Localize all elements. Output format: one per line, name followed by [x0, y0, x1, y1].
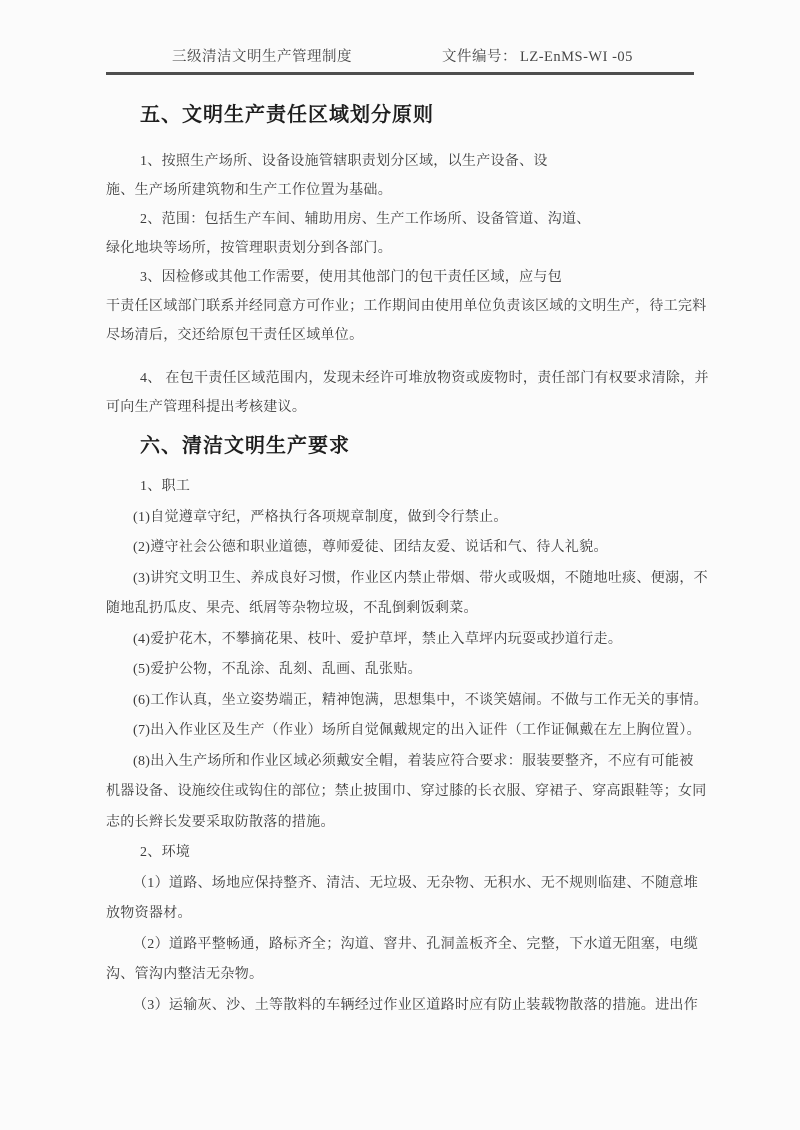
- doc-number-label: 文件编号：: [442, 49, 517, 65]
- text-line: 绿化地块等场所，按管理职责划分到各部门。: [106, 241, 392, 256]
- text-line: 可向生产管理科提出考核建议。: [106, 400, 307, 415]
- section-heading-five: 五、文明生产责任区域划分原则: [140, 104, 434, 126]
- text-line: (6)工作认真，坐立姿势端正，精神饱满，思想集中，不谈笑嬉闹。不做与工作无关的事情。: [133, 692, 708, 708]
- text-line: 2、范围：包括生产车间、辅助用房、生产工作场所、设备管道、沟道、: [140, 212, 591, 227]
- text-line: （1）道路、场地应保持整齐、清洁、无垃圾、无杂物、无积水、无不规则临建、不随意堆: [133, 875, 698, 891]
- text-line: 3、因检修或其他工作需要，使用其他部门的包干责任区域，应与包: [140, 270, 562, 285]
- text-line: 随地乱扔瓜皮、果壳、纸屑等杂物垃圾，不乱倒剩饭剩菜。: [106, 601, 478, 616]
- text-line: 放物资器材。: [106, 906, 192, 921]
- text-line: 2、环境: [140, 845, 191, 860]
- text-line: （2）道路平整畅通，路标齐全；沟道、窨井、孔洞盖板齐全、完整，下水道无阻塞，电缆: [133, 936, 698, 952]
- text-line: 1、按照生产场所、设备设施管辖职责划分区域，以生产设备、设: [140, 154, 548, 169]
- text-line: 沟、管沟内整洁无杂物。: [106, 967, 264, 982]
- text-line: (8)出入生产场所和作业区域必须戴安全帽，着装应符合要求：服装要整齐，不应有可能被: [133, 753, 694, 769]
- text-line: 尽场清后，交还给原包干责任区域单位。: [106, 328, 364, 343]
- page-header: [106, 0, 694, 75]
- text-line: （3）运输灰、沙、土等散料的车辆经过作业区道路时应有防止装载物散落的措施。进出作: [133, 997, 698, 1013]
- document-body: [106, 75, 746, 1021]
- text-line: (4)爱护花木，不攀摘花果、枝叶、爱护草坪，禁止入草坪内玩耍或抄道行走。: [133, 631, 623, 647]
- section-five-lines: [106, 147, 746, 422]
- section-six-lines: [106, 472, 746, 1021]
- header-title: 三级清洁文明生产管理制度: [172, 49, 352, 65]
- text-line: 1、职工: [140, 479, 191, 494]
- text-line: (7)出入作业区及生产（作业）场所自觉佩戴规定的出入证件（工作证佩戴在左上胸位置）。: [133, 723, 701, 738]
- section-heading-six: 六、清洁文明生产要求: [140, 435, 350, 457]
- text-line: 志的长辫长发要采取防散落的措施。: [106, 814, 335, 830]
- text-line: 机器设备、设施绞住或钩住的部位；禁止披围巾、穿过膝的长衣服、穿裙子、穿高跟鞋等；女同: [106, 784, 707, 799]
- text-line: 施、生产场所建筑物和生产工作位置为基础。: [106, 183, 392, 198]
- text-line: 4、 在包干责任区域范围内，发现未经许可堆放物资或废物时，责任部门有权要求清除，并: [140, 371, 709, 386]
- text-line: (5)爱护公物，不乱涂、乱刻、乱画、乱张贴。: [133, 662, 422, 677]
- text-line: (1)自觉遵章守纪，严格执行各项规章制度，做到令行禁止。: [133, 509, 508, 525]
- text-line: (2)遵守社会公德和职业道德，尊师爱徒、团结友爱、说话和气、待人礼貌。: [133, 540, 608, 555]
- doc-number-value: LZ-EnMS-WI -05: [520, 49, 633, 65]
- text-line: (3)讲究文明卫生、养成良好习惯，作业区内禁止带烟、带火或吸烟，不随地吐痰、便溺，不: [133, 570, 708, 586]
- text-line: 干责任区域部门联系并经同意方可作业；工作期间由使用单位负责该区域的文明生产，待工完料: [106, 299, 707, 314]
